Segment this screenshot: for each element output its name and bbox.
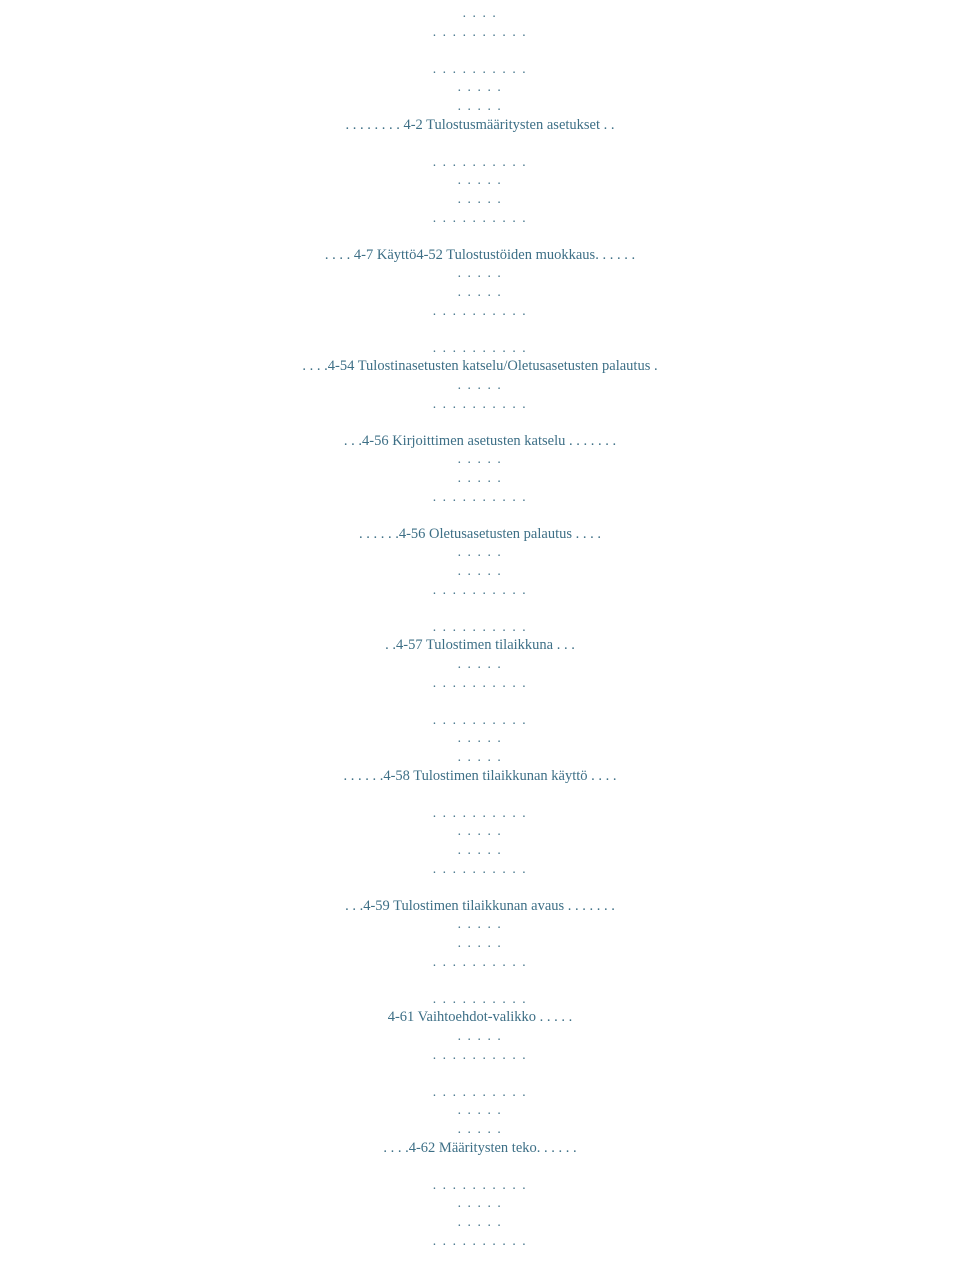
dot-leader: . . . . .	[457, 563, 503, 578]
toc-entry[interactable]: . . . . 4-7 Käyttö4-52 Tulostustöiden muokkaus. . . . . .	[324, 246, 636, 263]
dot-leader: . . . . .	[457, 842, 503, 857]
dot-leader: . . . . .	[457, 935, 503, 950]
toc-entry[interactable]: . . . . . .4-56 Oletusasetusten palautus . . . .	[358, 525, 602, 542]
dot-leader: . . . . .	[457, 544, 503, 560]
dot-leader: . . . . .	[457, 1028, 503, 1043]
toc-entry[interactable]: . . .4-56 Kirjoittimen asetusten katselu . . . . . . .	[343, 432, 617, 449]
dot-leader: . . . . . . . . . .	[432, 209, 528, 225]
dot-leader: . . . . .	[457, 1121, 503, 1136]
dot-leader: . . . . .	[457, 656, 503, 671]
dot-leader: . . . . .	[457, 451, 503, 467]
toc-entry[interactable]: . . . .4-62 Määritysten teko. . . . . .	[383, 1139, 577, 1156]
dot-leader: . . . . . . . . . .	[432, 1083, 528, 1099]
toc-entry[interactable]: . . . . . . . . 4-2 Tulostusmääritysten asetukset . .	[345, 116, 615, 133]
dot-leader: . . . . .	[457, 749, 503, 764]
toc-entry[interactable]: . . . . . .4-58 Tulostimen tilaikkunan käyttö . . . .	[343, 767, 617, 784]
toc-entry[interactable]: . .4-57 Tulostimen tilaikkuna . . .	[385, 637, 575, 654]
dot-leader: . . . . .	[457, 191, 503, 206]
dot-leader: . . . . . . . . . .	[432, 990, 528, 1006]
dot-leader: . . . . .	[457, 98, 503, 113]
dot-leader: . . . . .	[457, 1195, 503, 1211]
dot-leader: . . . . . . . . . .	[432, 339, 528, 355]
dot-leader: . . . . . . . . . .	[432, 581, 528, 597]
dot-leader: . . . . . . . . . .	[432, 711, 528, 727]
dot-leader: . . . . . . . . . .	[432, 302, 528, 318]
dot-leader: . . . . .	[457, 172, 503, 188]
dot-leader: . . . . .	[457, 916, 503, 932]
dot-leader: . . . . .	[457, 470, 503, 485]
dot-leader: . . . . .	[457, 1102, 503, 1118]
dot-leader: . . . . . . . . . .	[432, 804, 528, 820]
dot-leader: . . . . . . . . . .	[432, 395, 528, 411]
dot-leader: . . . . . . . . . .	[432, 860, 528, 876]
dot-leader: . . . . . . . . . .	[432, 153, 528, 169]
dot-leader: . . . . .	[457, 377, 503, 392]
toc-entry[interactable]: 4-61 Vaihtoehdot-valikko . . . . .	[387, 1009, 573, 1026]
dot-leader: . . . . . . . . . .	[432, 488, 528, 504]
toc-entry[interactable]: . . . .4-54 Tulostinasetusten katselu/Oletusasetusten palautus .	[302, 358, 658, 375]
dot-leader: . . . . .	[457, 265, 503, 281]
dot-leader: . . . . . . . . . .	[432, 1176, 528, 1192]
dot-leader: . . . . . . . . . .	[432, 60, 528, 76]
dot-leader: . . . . . . . . . .	[432, 953, 528, 969]
dot-leader: . . . .	[462, 5, 498, 20]
dot-leader: . . . . .	[457, 730, 503, 746]
dot-leader: . . . . . . . . . .	[432, 1046, 528, 1062]
dot-leader: . . . . .	[457, 284, 503, 299]
toc-entry[interactable]: . . .4-59 Tulostimen tilaikkunan avaus . . . . . . .	[345, 897, 615, 914]
dot-leader: . . . . .	[457, 823, 503, 839]
dot-leader: . . . . .	[457, 79, 503, 95]
dot-leader: . . . . . . . . . .	[432, 1232, 528, 1248]
dot-leader: . . . . .	[457, 1214, 503, 1229]
dot-leader: . . . . . . . . . .	[432, 618, 528, 634]
dot-leader: . . . . . . . . . .	[432, 674, 528, 690]
dot-leader: . . . . . . . . . .	[432, 23, 528, 39]
